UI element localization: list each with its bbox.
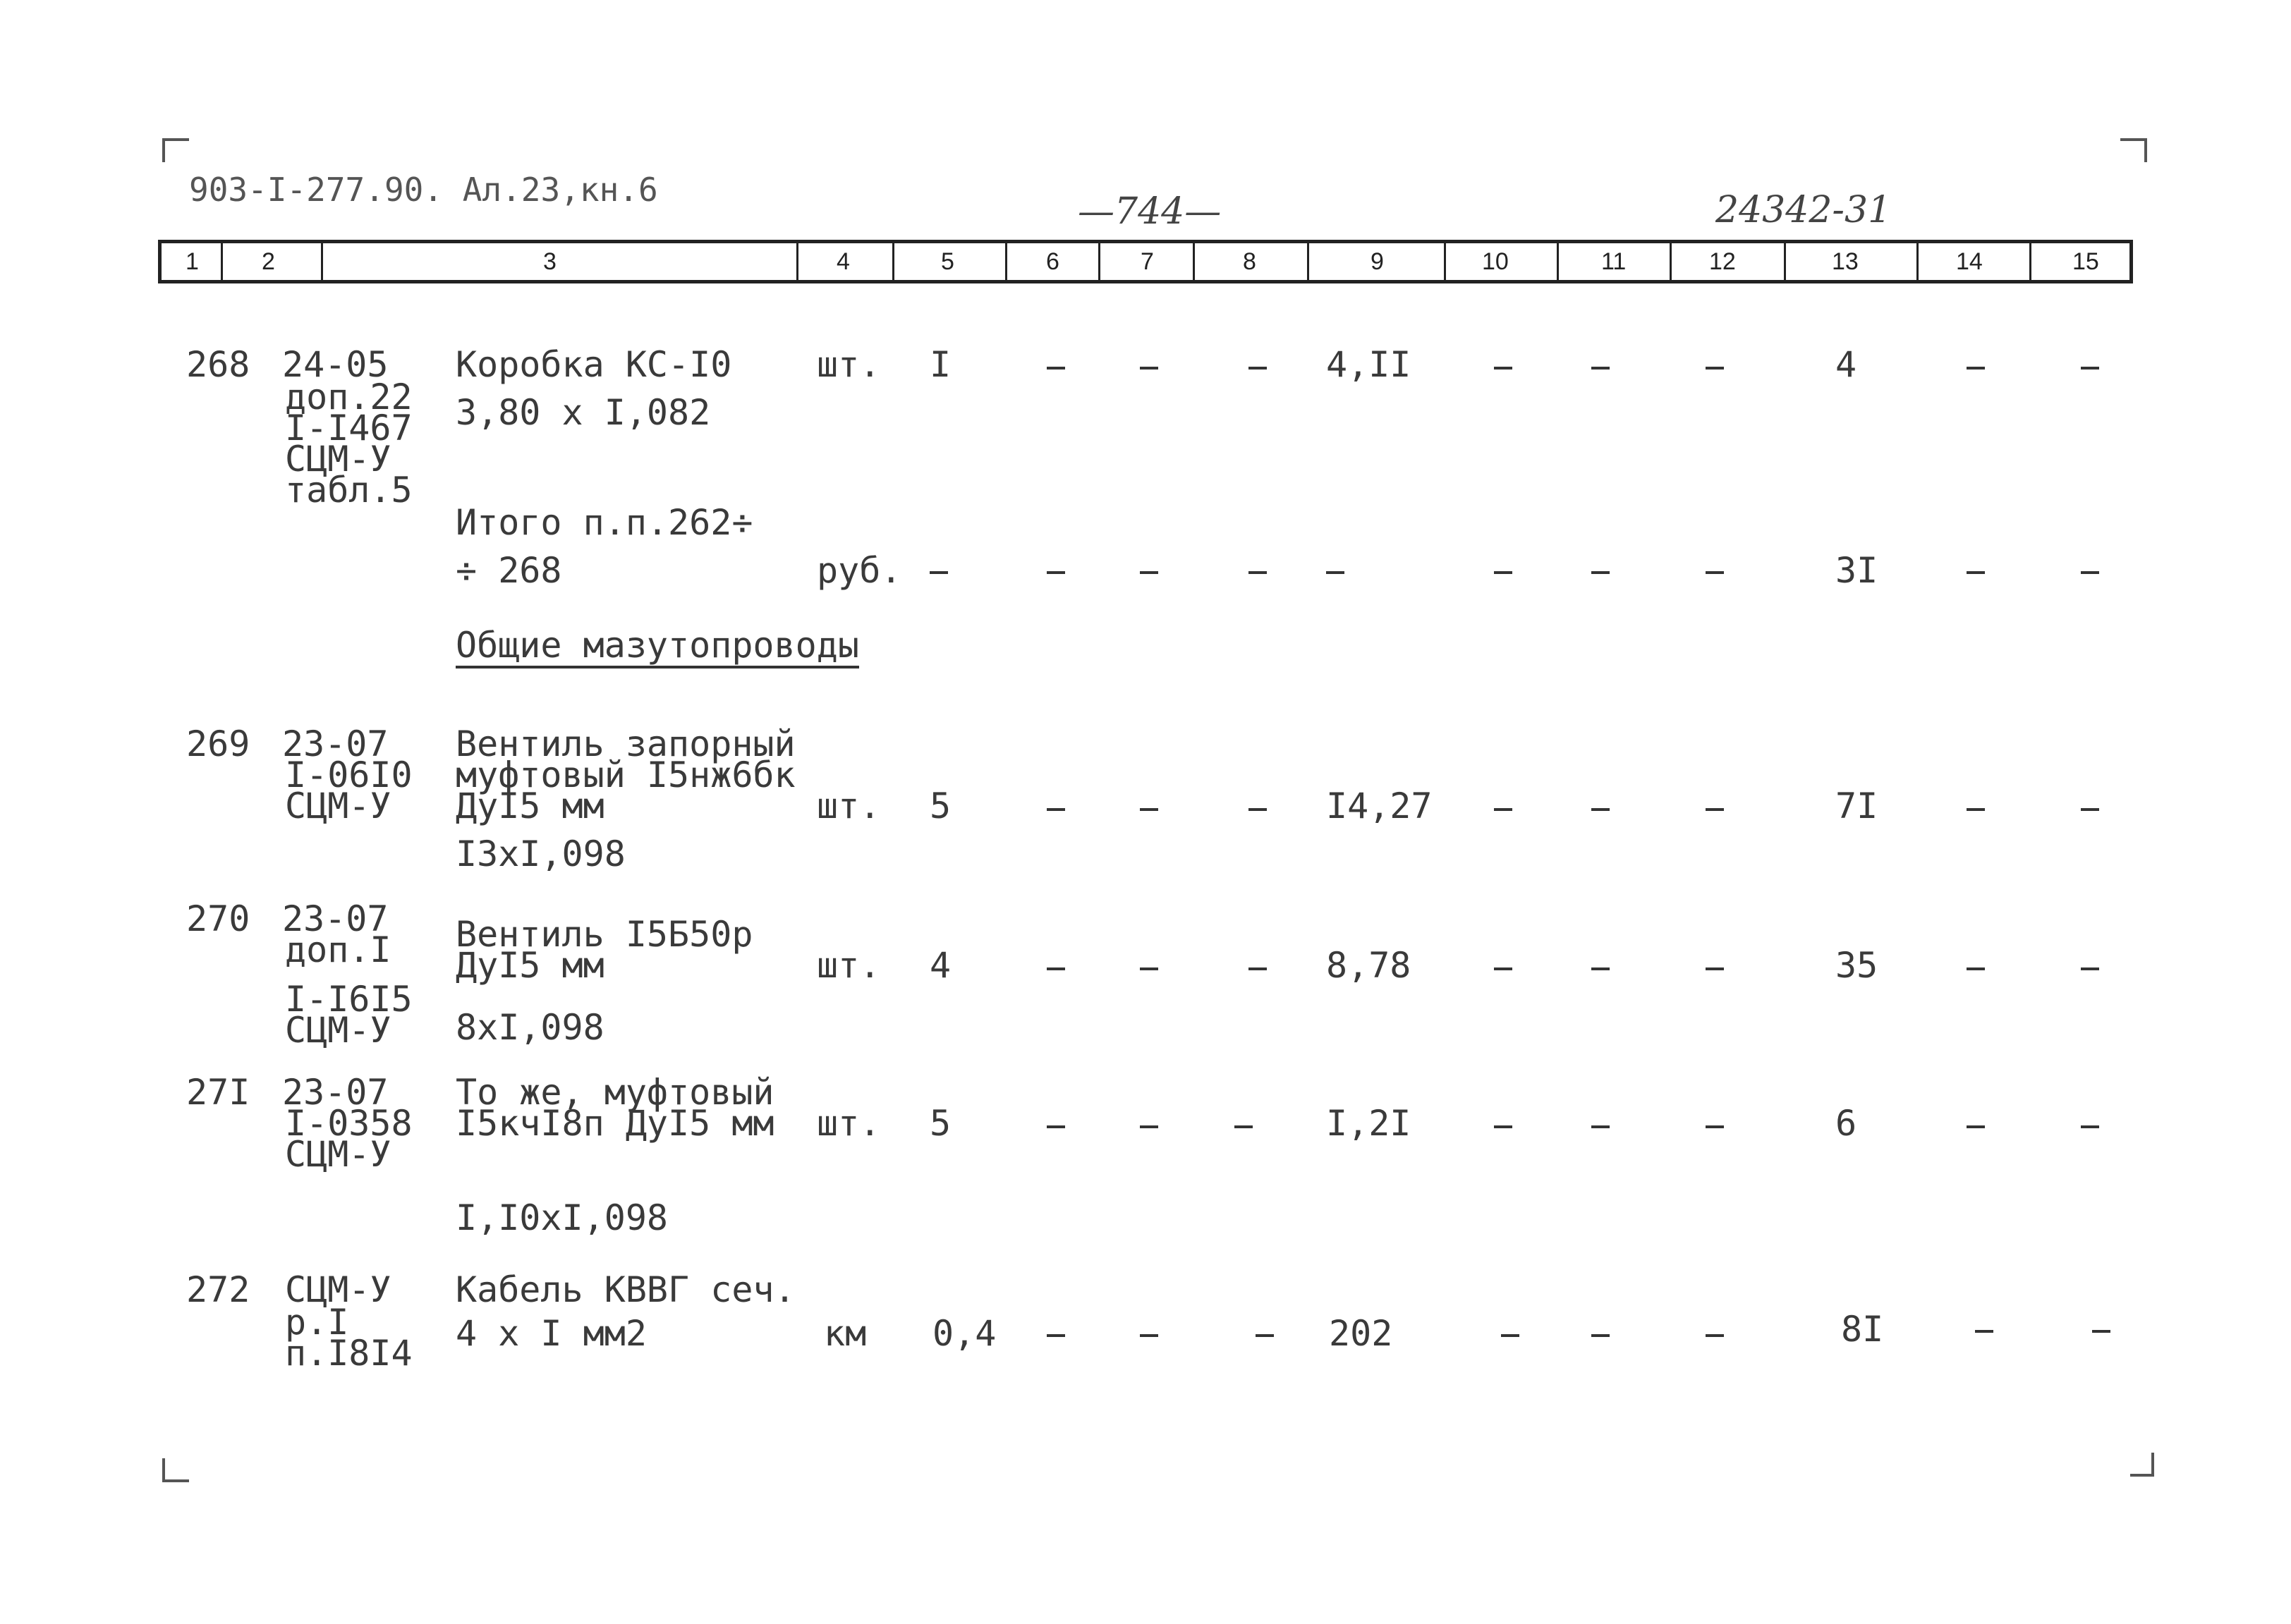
corner-mark-bottom-left — [162, 1458, 189, 1482]
total-description: ÷ 268 — [456, 550, 562, 591]
section-title: Общие мазутопроводы — [456, 628, 859, 668]
dash — [1047, 1125, 1065, 1128]
item-description: 4 x I мм2 — [456, 1313, 647, 1354]
dash — [1501, 1334, 1519, 1337]
item-description: Коробка КС-I0 — [456, 344, 732, 385]
value-col-9: 8,78 — [1326, 945, 1411, 986]
col-sep — [1444, 243, 1446, 280]
column-header-7: 7 — [1141, 248, 1154, 275]
item-description: 8xI,098 — [456, 1007, 604, 1048]
unit: км — [824, 1313, 867, 1354]
dash — [1494, 808, 1512, 811]
unit: шт. — [817, 344, 881, 385]
dash — [1140, 967, 1158, 970]
dash — [1591, 1125, 1610, 1128]
col-sep — [2029, 243, 2031, 280]
column-header-15: 15 — [2072, 248, 2099, 275]
norm-code: 23-07 — [282, 724, 389, 764]
dash — [2081, 967, 2099, 970]
item-description: 3,80 x I,082 — [456, 392, 711, 433]
dash — [1706, 967, 1724, 970]
column-header-9: 9 — [1371, 248, 1384, 275]
col-sep — [1193, 243, 1195, 280]
norm-code: табл.5 — [285, 470, 413, 511]
dash — [1591, 1334, 1610, 1337]
norm-code: I-I6I5 — [285, 979, 413, 1020]
dash — [1706, 1125, 1724, 1128]
value-col-9: I4,27 — [1326, 786, 1433, 826]
norm-code: СЦМ-У — [285, 1269, 391, 1310]
dash — [930, 571, 948, 574]
value-col-9: 202 — [1329, 1313, 1393, 1354]
corner-mark-bottom-right — [2130, 1453, 2154, 1477]
dash — [1047, 967, 1065, 970]
dash — [1140, 571, 1158, 574]
dash — [2081, 571, 2099, 574]
unit: шт. — [817, 945, 881, 986]
dash — [1591, 571, 1610, 574]
norm-code: СЦМ-У — [285, 1134, 391, 1175]
norm-code: СЦМ-У — [285, 1010, 391, 1051]
dash — [1706, 571, 1724, 574]
col-sep — [892, 243, 894, 280]
dash — [2081, 1125, 2099, 1128]
norm-code: 24-05 — [282, 344, 389, 385]
column-header-11: 11 — [1601, 248, 1627, 275]
column-header-14: 14 — [1956, 248, 1983, 275]
quantity: 0,4 — [932, 1313, 997, 1354]
col-sep — [1916, 243, 1919, 280]
dash — [1967, 967, 1985, 970]
column-header-13: 13 — [1832, 248, 1859, 275]
norm-code: СЦМ-У — [285, 439, 391, 480]
norm-code: р.I — [285, 1302, 349, 1343]
dash — [1140, 1125, 1158, 1128]
dash — [1047, 367, 1065, 370]
dash — [1248, 808, 1267, 811]
value-col-13: 7I — [1835, 786, 1878, 826]
norm-code: 23-07 — [282, 1072, 389, 1113]
norm-code: п.I8I4 — [285, 1333, 413, 1374]
norm-code: I-06I0 — [285, 755, 413, 795]
quantity: 5 — [930, 1103, 952, 1144]
value-col-13: 8I — [1841, 1309, 1884, 1350]
col-sep — [796, 243, 798, 280]
dash — [2092, 1330, 2110, 1333]
column-header-2: 2 — [262, 248, 275, 275]
dash — [1140, 367, 1158, 370]
quantity: 5 — [930, 786, 952, 826]
norm-code: СЦМ-У — [285, 786, 391, 826]
item-description: Вентиль I5Б50р — [456, 914, 753, 955]
column-header-8: 8 — [1243, 248, 1256, 275]
dash — [1140, 808, 1158, 811]
item-description: Вентиль запорный — [456, 724, 796, 764]
item-description: То же, муфтовый — [456, 1072, 774, 1113]
item-description: ДуI5 мм — [456, 786, 604, 826]
item-description: I5кчI8п ДуI5 мм — [456, 1103, 774, 1144]
dash — [1047, 808, 1065, 811]
col-sep — [1098, 243, 1100, 280]
norm-code: I-I467 — [285, 408, 413, 448]
norm-code: I-0358 — [285, 1103, 413, 1144]
value-col-9: 4,II — [1326, 344, 1411, 385]
dash — [1975, 1330, 1993, 1333]
row-number: 270 — [186, 898, 250, 939]
dash — [1047, 1334, 1065, 1337]
quantity: 4 — [930, 945, 952, 986]
dash — [2081, 367, 2099, 370]
item-description: ДуI5 мм — [456, 945, 604, 986]
item-description: I,I0xI,098 — [456, 1197, 669, 1238]
dash — [1967, 1125, 1985, 1128]
item-description: I3xI,098 — [456, 834, 626, 874]
dash — [1234, 1125, 1253, 1128]
dash — [1494, 967, 1512, 970]
dash — [1140, 1334, 1158, 1337]
item-description: Кабель КВВГ сеч. — [456, 1269, 796, 1310]
corner-mark-top-right — [2120, 138, 2147, 162]
dash — [1706, 367, 1724, 370]
dash — [2081, 808, 2099, 811]
unit: руб. — [817, 550, 902, 591]
row-number: 268 — [186, 344, 250, 385]
col-sep — [1784, 243, 1786, 280]
column-header-1: 1 — [186, 248, 199, 275]
dash — [1248, 367, 1267, 370]
document-reference: 903-I-277.90. Ал.23,кн.6 — [189, 171, 658, 209]
value-col-13: 4 — [1835, 344, 1857, 385]
column-header-12: 12 — [1709, 248, 1736, 275]
column-header-4: 4 — [837, 248, 850, 275]
column-header-5: 5 — [941, 248, 954, 275]
dash — [1248, 571, 1267, 574]
dash — [1591, 367, 1610, 370]
unit: шт. — [817, 786, 881, 826]
row-number: 269 — [186, 724, 250, 764]
norm-code: доп.22 — [285, 377, 413, 417]
dash — [1494, 1125, 1512, 1128]
dash — [1256, 1334, 1274, 1337]
total-value: 3I — [1835, 550, 1878, 591]
dash — [1326, 571, 1344, 574]
dash — [1494, 367, 1512, 370]
col-sep — [321, 243, 323, 280]
dash — [1591, 808, 1610, 811]
sheet-code: 24342-31 — [1715, 189, 1892, 231]
norm-code: доп.I — [285, 929, 391, 970]
value-col-13: 6 — [1835, 1103, 1857, 1144]
column-header-10: 10 — [1482, 248, 1509, 275]
dash — [1706, 808, 1724, 811]
unit: шт. — [817, 1103, 881, 1144]
dash — [1494, 571, 1512, 574]
row-number: 27I — [186, 1072, 250, 1113]
column-header-6: 6 — [1046, 248, 1059, 275]
dash — [1967, 367, 1985, 370]
item-description: муфтовый I5нж6бк — [456, 755, 796, 795]
value-col-9: I,2I — [1326, 1103, 1411, 1144]
col-sep — [1005, 243, 1007, 280]
quantity: I — [930, 344, 952, 385]
dash — [1706, 1334, 1724, 1337]
dash — [1967, 808, 1985, 811]
dash — [1591, 967, 1610, 970]
row-number: 272 — [186, 1269, 250, 1310]
col-sep — [221, 243, 223, 280]
corner-mark-top-left — [162, 138, 189, 162]
col-sep — [1670, 243, 1672, 280]
value-col-13: 35 — [1835, 945, 1878, 986]
total-description: Итого п.п.262÷ — [456, 502, 753, 543]
col-sep — [1557, 243, 1559, 280]
dash — [1248, 967, 1267, 970]
dash — [1047, 571, 1065, 574]
col-sep — [1307, 243, 1309, 280]
column-header-3: 3 — [543, 248, 557, 275]
dash — [1967, 571, 1985, 574]
norm-code: 23-07 — [282, 898, 389, 939]
page-number: —744— — [1078, 190, 1222, 233]
